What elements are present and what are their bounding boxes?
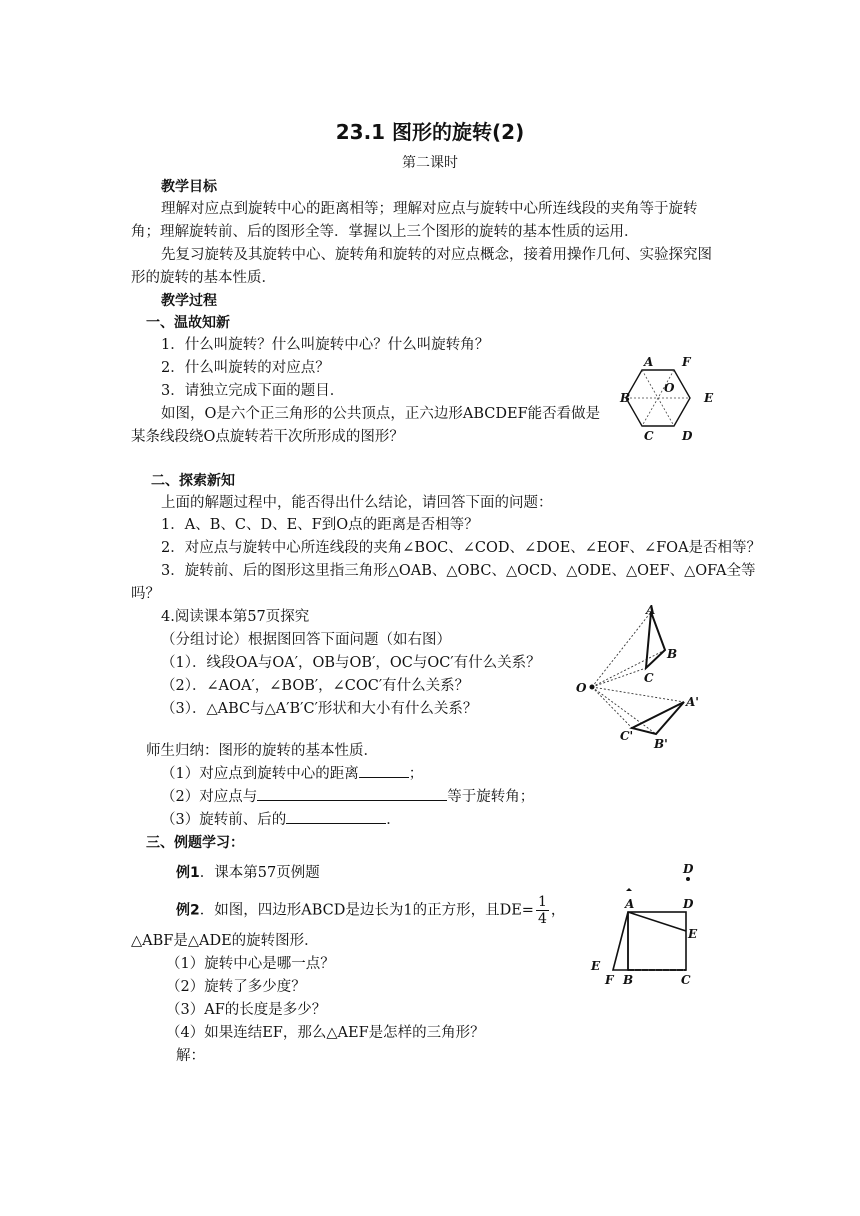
question-text: 2．对应点与旋转中心所连线段的夹角∠BOC、∠COD、∠DOE、∠EOF、∠FOA是否相等？: [161, 540, 762, 556]
section-heading: 三、例题学习：: [146, 835, 244, 851]
summary-text: ；: [408, 766, 424, 782]
hex-label-c: C: [644, 429, 654, 443]
hex-label-f: F: [682, 355, 691, 369]
summary-text: （1）对应点到旋转中心的距离: [161, 766, 359, 782]
fill-blank[interactable]: [257, 786, 447, 801]
goals-heading: 教学目标: [161, 179, 217, 195]
sq-label-d: D: [683, 897, 694, 911]
rot-label-a: A: [646, 603, 656, 617]
example-2: [176, 894, 565, 927]
goals-text: 形的旋转的基本性质．: [131, 270, 276, 286]
hex-label-a: A: [644, 355, 654, 369]
question-text: （2）旋转了多少度？: [166, 979, 306, 995]
sq-label-e: E: [688, 927, 698, 941]
hexagon-figure: [618, 350, 722, 444]
summary-property-1: [161, 763, 423, 785]
question-text: 1．A、B、C、D、E、F到O点的距离是否相等？: [161, 517, 479, 533]
question-text: 1．什么叫旋转？什么叫旋转中心？什么叫旋转角？: [161, 337, 490, 353]
summary-text: （3）旋转前、后的: [161, 812, 287, 828]
hex-label-b: B: [620, 391, 631, 405]
example-text: △ABF是△ADE的旋转图形．: [131, 933, 319, 949]
sq-label-a: A: [625, 897, 635, 911]
sq-label-b: B: [623, 973, 634, 987]
summary-property-2: [161, 786, 534, 808]
rotation-figure: [570, 598, 710, 754]
question-text: （4）如果连结EF，那么△AEF是怎样的三角形？: [166, 1025, 485, 1041]
page-title: 23.1 图形的旋转(2): [335, 120, 525, 144]
example-1: [176, 862, 320, 884]
question-text: 3．请独立完成下面的题目．: [161, 383, 345, 399]
fill-blank[interactable]: [286, 809, 386, 824]
question-text: （1）旋转中心是哪一点？: [166, 956, 335, 972]
explore-intro: 上面的解题过程中，能否得出什么结论，请回答下面的问题：: [161, 495, 553, 511]
fill-blank[interactable]: [359, 763, 409, 778]
fraction: [536, 894, 549, 927]
section-heading: 二、探索新知: [151, 473, 235, 489]
rot-label-c: C: [644, 671, 654, 685]
square-figure: [585, 858, 705, 988]
rot-label-c-prime: C': [620, 729, 634, 743]
fraction-numerator: 1: [537, 894, 547, 910]
summary-text: 等于旋转角；: [447, 789, 535, 805]
sq-label-d-outer: D: [683, 862, 694, 876]
goals-text: 理解对应点到旋转中心的距离相等；理解对应点与旋转中心所连线段的夹角等于旋转: [161, 201, 698, 217]
sq-label-c: C: [681, 973, 691, 987]
solution-label: 解：: [176, 1048, 205, 1064]
process-heading: 教学过程: [161, 293, 217, 309]
question-text: 某条线段绕O点旋转若干次所形成的图形？: [131, 429, 404, 445]
question-text: （3）AF的长度是多少？: [166, 1002, 327, 1018]
rot-label-a-prime: A': [686, 695, 699, 709]
question-text: 如图，O是六个正三角形的公共顶点，正六边形ABCDEF能否看做是: [161, 406, 601, 422]
question-text: 3．旋转前、后的图形这里指三角形△OAB、△OBC、△OCD、△ODE、△OEF、△OFA全等: [161, 563, 756, 579]
sq-label-e-left: E: [591, 959, 601, 973]
example-text: ，: [550, 902, 566, 919]
hex-label-e: E: [704, 391, 714, 405]
rot-label-b-prime: B': [654, 737, 668, 751]
question-text: （分组讨论）根据图回答下面问题（如右图）: [161, 632, 451, 648]
summary-text: ．: [386, 812, 401, 828]
example-text: ．课本第57页例题: [199, 865, 320, 881]
page-subtitle: 第二课时: [402, 155, 458, 171]
goals-text: 先复习旋转及其旋转中心、旋转角和旋转的对应点概念，接着用操作几何、实验探究图: [161, 247, 712, 263]
question-text: 4.阅读课本第57页探究: [161, 609, 310, 625]
section-heading: 一、温故知新: [146, 315, 230, 331]
hex-label-d: D: [682, 429, 693, 443]
goals-text: 角；理解旋转前、后的图形全等．掌握以上三个图形的旋转的基本性质的运用．: [131, 224, 639, 240]
example-label: 例1: [176, 865, 200, 881]
summary-text: （2）对应点与: [161, 789, 258, 805]
question-text: （1）．线段OA与OA′，OB与OB′，OC与OC′有什么关系？: [161, 655, 541, 671]
hex-label-o: O: [664, 381, 675, 395]
question-text: 吗？: [131, 586, 160, 602]
rot-label-b: B: [667, 647, 678, 661]
summary-intro: 师生归纳：图形的旋转的基本性质．: [146, 743, 378, 759]
summary-property-3: [161, 809, 401, 831]
rot-label-o: O: [576, 681, 587, 695]
question-text: （3）．△ABC与△A′B′C′形状和大小有什么关系？: [161, 701, 478, 717]
example-text: ．如图，四边形ABCD是边长为1的正方形，且DE=: [199, 902, 534, 919]
sq-label-f: F: [605, 973, 614, 987]
question-text: 2．什么叫旋转的对应点？: [161, 360, 330, 376]
fraction-denominator: 4: [537, 911, 547, 927]
example-label: 例2: [176, 902, 200, 919]
question-text: （2）．∠AOA′，∠BOB′，∠COC′有什么关系？: [161, 678, 470, 694]
